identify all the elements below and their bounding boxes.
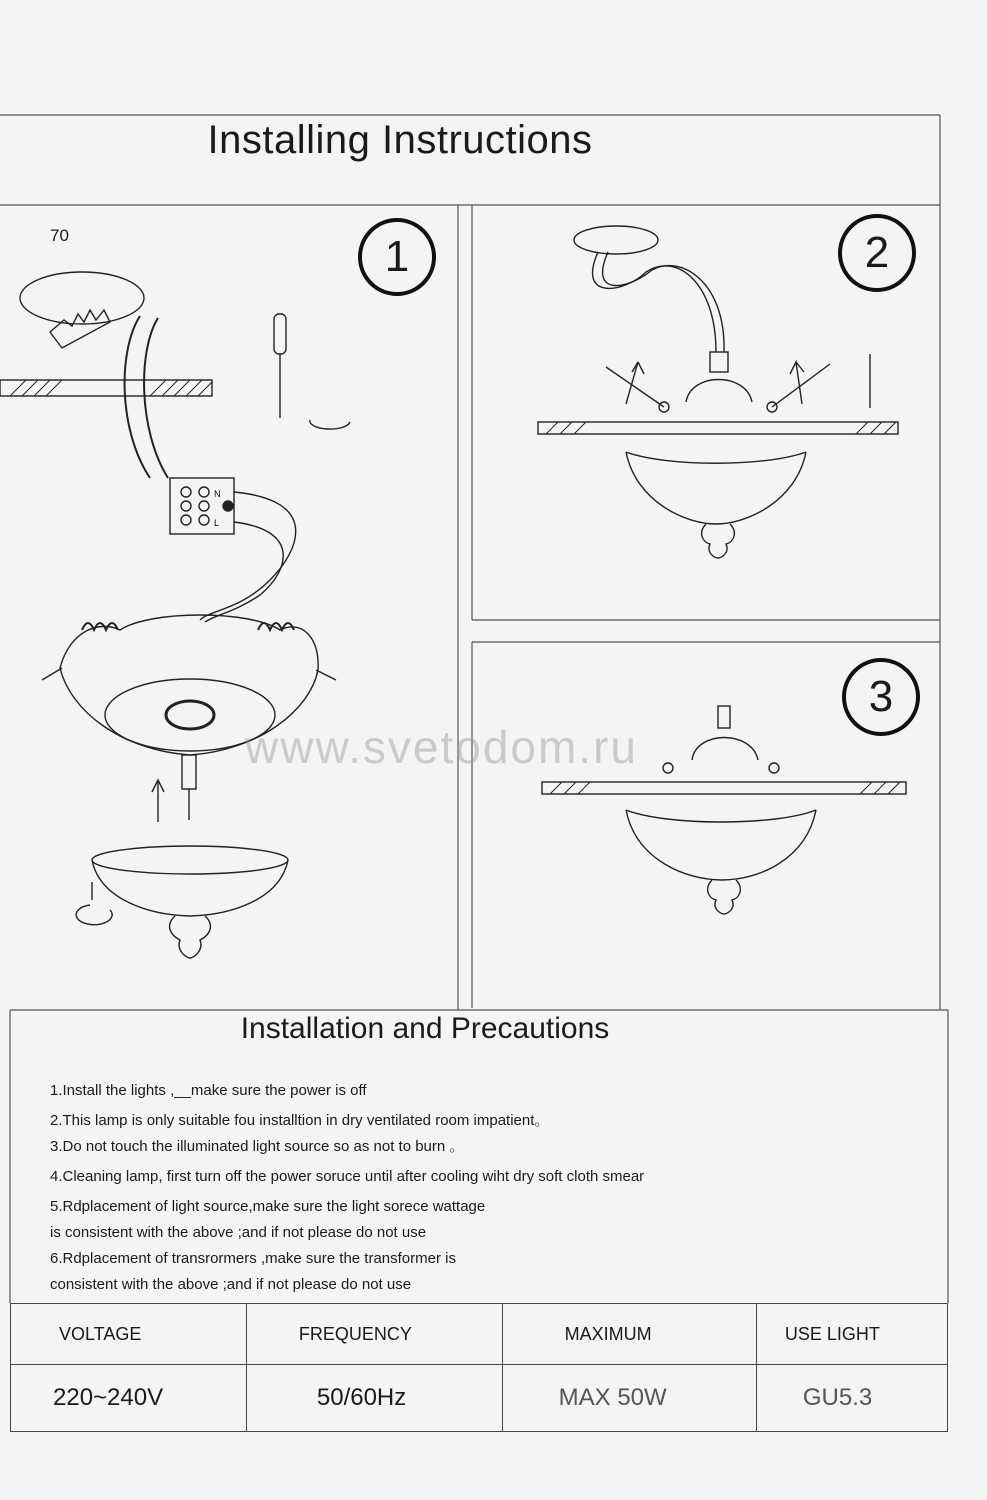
- precaution-item: 6.Rdplacement of transrormers ,make sure the transformer is: [50, 1250, 456, 1267]
- step-1-illustration: [0, 210, 455, 1000]
- terminal-label: N: [214, 489, 221, 499]
- precautions-title: Installation and Precautions: [240, 1012, 610, 1045]
- precaution-item: 4.Cleaning lamp, first turn off the power soruce until after cooling wiht dry soft cloth smear: [50, 1168, 645, 1185]
- spec-header-row: [11, 1304, 948, 1365]
- step-1-number: 1: [358, 218, 436, 296]
- cutout-ring-icon: [20, 272, 144, 324]
- spec-value-cell: 220~240V: [11, 1365, 247, 1432]
- page-title: Installing Instructions: [207, 118, 593, 162]
- rotate-icon: [76, 905, 112, 925]
- watermark: www.svetodom.ru: [245, 721, 639, 773]
- spec-header-cell: VOLTAGE: [11, 1304, 247, 1365]
- step-2-illustration: [476, 212, 936, 612]
- spec-header-cell: USE LIGHT: [756, 1304, 947, 1365]
- spec-value-cell: 50/60Hz: [246, 1365, 502, 1432]
- saw-icon: [50, 310, 110, 348]
- precautions-list: [50, 1078, 830, 1298]
- spec-value-cell: GU5.3: [756, 1365, 947, 1432]
- screwdriver-icon: [274, 314, 286, 354]
- spec-table: [10, 1303, 948, 1432]
- precaution-item: 3.Do not touch the illuminated light source so as not to burn 。: [50, 1138, 465, 1155]
- step-3-illustration: [476, 700, 936, 1000]
- precaution-item: 5.Rdplacement of light source,make sure the light sorece wattage: [50, 1198, 486, 1215]
- terminal-label: L: [214, 518, 220, 528]
- precaution-item: is consistent with the above ;and if not please do not use: [50, 1224, 427, 1241]
- spec-value-row: [11, 1365, 948, 1432]
- model-code: 70: [50, 226, 69, 245]
- step-2-number: 2: [838, 214, 916, 292]
- spec-header-cell: MAXIMUM: [502, 1304, 756, 1365]
- step-3-number: 3: [842, 658, 920, 736]
- spec-value-cell: MAX 50W: [502, 1365, 756, 1432]
- precaution-item: 2.This lamp is only suitable fou installtion in dry ventilated room impatient。: [50, 1112, 550, 1129]
- precaution-item: 1.Install the lights ,__make sure the power is off: [50, 1082, 367, 1099]
- precaution-item: consistent with the above ;and if not please do not use: [50, 1276, 412, 1293]
- spec-header-cell: FREQUENCY: [246, 1304, 502, 1365]
